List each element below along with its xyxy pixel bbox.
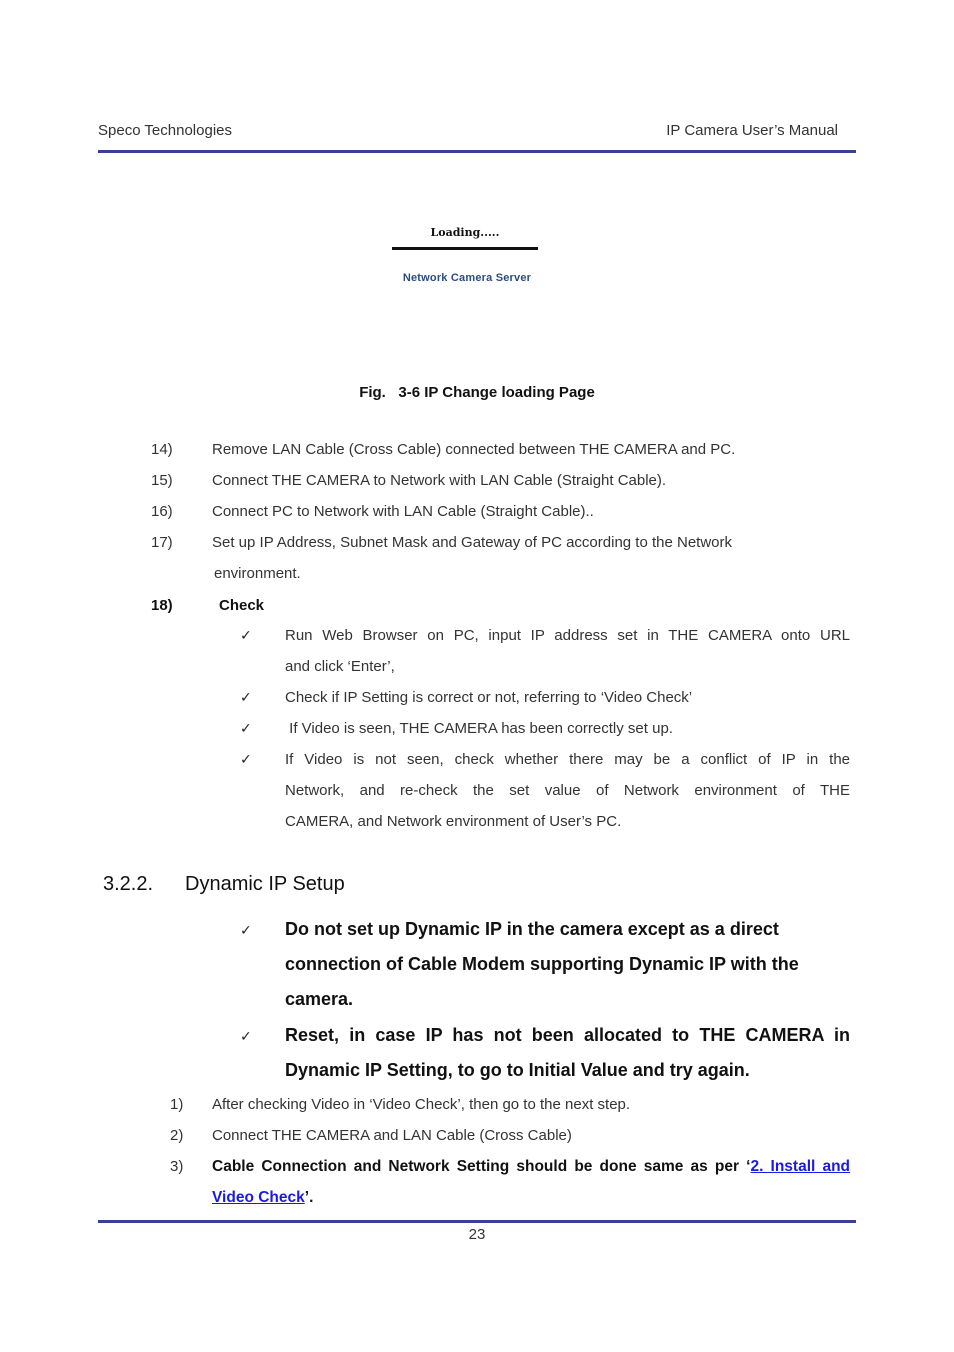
- step-text-part: Cable Connection and Network Setting should be done same as per ‘: [212, 1158, 751, 1175]
- check-item-line: CAMERA, and Network environment of User’s PC.: [285, 813, 622, 830]
- check-icon: ✓: [240, 689, 252, 705]
- step-number: 17): [151, 534, 173, 551]
- check-icon: ✓: [240, 751, 252, 767]
- loading-bar: [392, 247, 538, 250]
- figure-caption: Fig. 3-6 IP Change loading Page: [359, 384, 595, 401]
- note-line: camera.: [285, 989, 354, 1009]
- step-text: [212, 1158, 850, 1176]
- check-item-line: If Video is seen, THE CAMERA has been correctly set up.: [285, 720, 673, 737]
- install-video-check-link[interactable]: 2. Install and: [750, 1158, 851, 1175]
- step-text-continued: environment.: [214, 565, 301, 582]
- check-item-line: If Video is not seen, check whether there may be a conflict of IP in the: [285, 751, 850, 768]
- check-item-line: and click ‘Enter’,: [285, 658, 395, 675]
- section-heading: [103, 873, 345, 896]
- server-text: Network Camera Server: [402, 272, 532, 284]
- step-text: Check: [219, 597, 265, 614]
- step-number: 18): [151, 597, 173, 614]
- step-text: Connect THE CAMERA and LAN Cable (Cross Cable): [212, 1127, 572, 1144]
- step-text: Remove LAN Cable (Cross Cable) connected between THE CAMERA and PC.: [212, 441, 736, 458]
- check-item-line: Network, and re-check the set value of Network environment of THE: [285, 782, 850, 799]
- section-number: 3.2.2.: [103, 873, 154, 895]
- step-number: 3): [170, 1158, 184, 1175]
- note-line: Reset, in case IP has not been allocated to THE CAMERA in: [285, 1025, 850, 1045]
- step-number: 16): [151, 503, 173, 520]
- page-number: 23: [468, 1226, 486, 1243]
- step-number: 2): [170, 1127, 184, 1144]
- footer-rule: [98, 1220, 856, 1223]
- note-line: Dynamic IP Setting, to go to Initial Value and try again.: [285, 1060, 750, 1080]
- step-text: Connect THE CAMERA to Network with LAN Cable (Straight Cable).: [212, 472, 667, 489]
- header-left: Speco Technologies: [98, 122, 232, 139]
- check-icon: ✓: [240, 627, 252, 643]
- note-line: connection of Cable Modem supporting Dynamic IP with the: [285, 954, 799, 974]
- step-text: Connect PC to Network with LAN Cable (Straight Cable)..: [212, 503, 594, 520]
- video-check-link[interactable]: Video Check: [212, 1189, 305, 1206]
- step-number: 1): [170, 1096, 184, 1113]
- step-number: 14): [151, 441, 173, 458]
- check-icon: ✓: [240, 720, 252, 736]
- step-text-part: ’.: [304, 1189, 314, 1206]
- check-icon: ✓: [240, 1028, 252, 1044]
- step-text-continued: [212, 1189, 313, 1207]
- step-text: Set up IP Address, Subnet Mask and Gateway of PC according to the Network: [212, 534, 733, 551]
- loading-text: Loading.....: [430, 226, 500, 239]
- step-number: 15): [151, 472, 173, 489]
- check-item-line: Check if IP Setting is correct or not, referring to ‘Video Check’: [285, 689, 693, 706]
- note-line: Do not set up Dynamic IP in the camera except as a direct: [285, 919, 779, 939]
- header-right: IP Camera User’s Manual: [666, 122, 838, 139]
- check-item-line: Run Web Browser on PC, input IP address set in THE CAMERA onto URL: [285, 627, 850, 644]
- section-title: Dynamic IP Setup: [185, 873, 345, 895]
- step-text: After checking Video in ‘Video Check’, then go to the next step.: [212, 1096, 631, 1113]
- check-icon: ✓: [240, 922, 252, 938]
- header-rule: [98, 150, 856, 153]
